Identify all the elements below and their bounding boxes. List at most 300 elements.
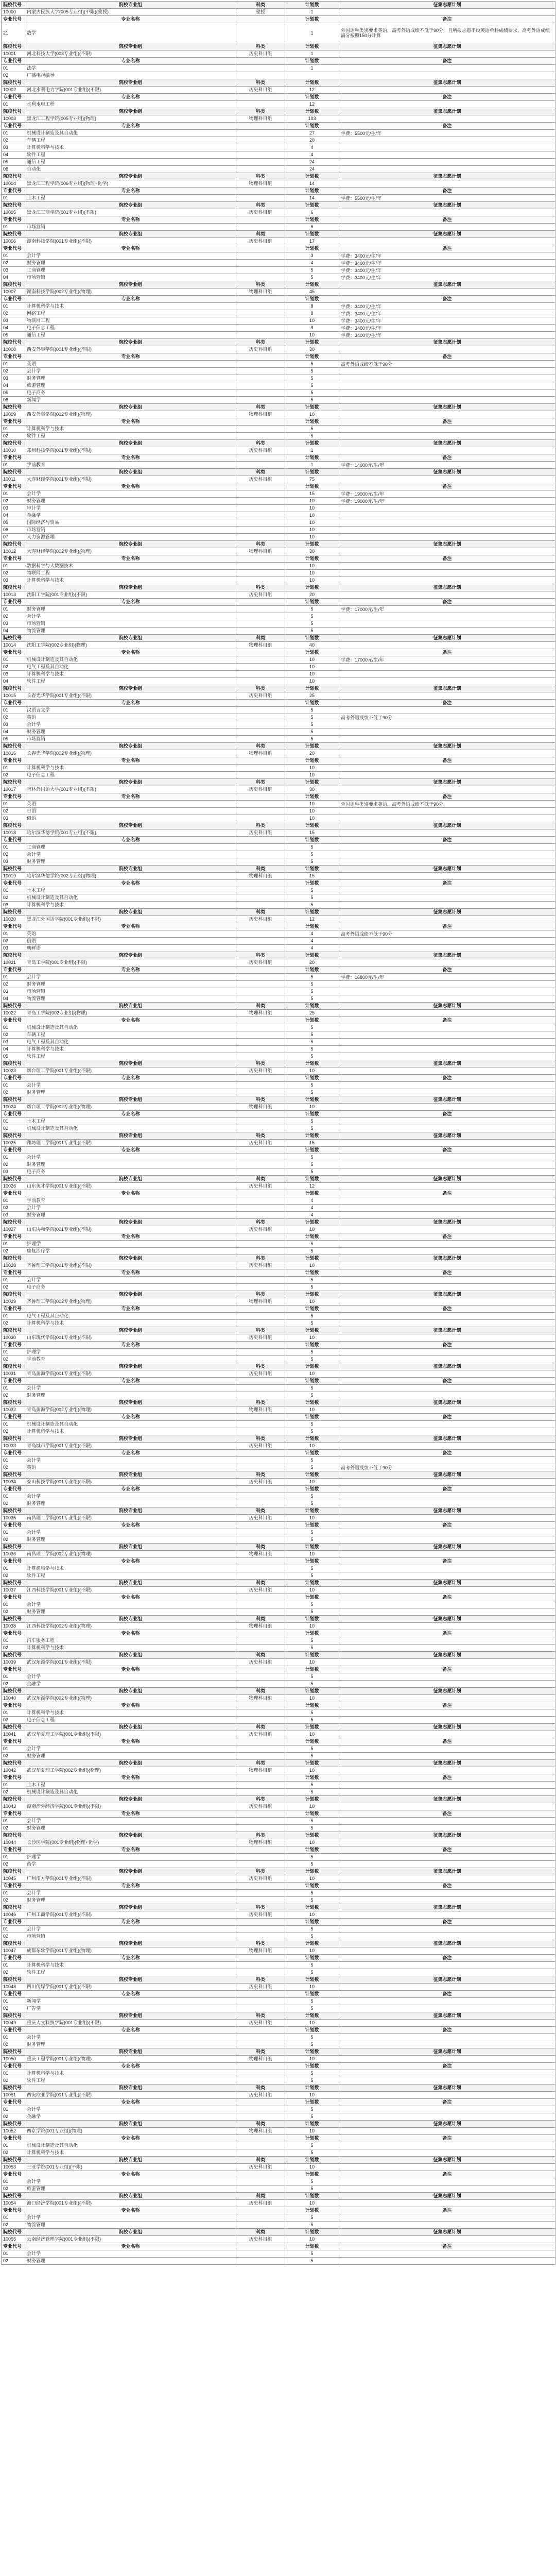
header-major-name: 专业名称 bbox=[25, 2099, 236, 2106]
header-major-name: 专业名称 bbox=[25, 216, 236, 224]
school-plan-count: 1 bbox=[285, 9, 339, 16]
major-empty bbox=[236, 1926, 285, 1933]
header-school-group: 院校专业组 bbox=[25, 2193, 236, 2200]
school-group-name: 齐鲁理工学院(002专业组)(物理) bbox=[25, 1298, 236, 1306]
header-major-plan: 计划数 bbox=[285, 2027, 339, 2034]
header-subject-type: 科类 bbox=[236, 1868, 285, 1875]
major-note bbox=[339, 2106, 555, 2113]
major-name: 旅游管理 bbox=[25, 382, 236, 389]
header-subject-type: 科类 bbox=[236, 1688, 285, 1695]
major-plan-count: 5 bbox=[285, 902, 339, 909]
header-school-code: 院校代号 bbox=[2, 1796, 25, 1803]
major-note bbox=[339, 1212, 555, 1219]
header-supplement-plan: 征集志愿计划 bbox=[339, 1363, 555, 1370]
major-code: 02 bbox=[2, 1969, 25, 1976]
school-remark bbox=[339, 289, 555, 296]
major-plan-count: 5 bbox=[285, 721, 339, 728]
major-plan-count: 5 bbox=[285, 728, 339, 736]
school-remark bbox=[339, 2056, 555, 2063]
major-row bbox=[2, 1031, 555, 1039]
header-school-group: 院校专业组 bbox=[25, 469, 236, 476]
major-empty bbox=[236, 1284, 285, 1291]
header-major-code: 专业代号 bbox=[2, 837, 25, 844]
major-code: 01 bbox=[2, 361, 25, 368]
school-group-name: 内蒙古民族大学(005专业组)(不限)(蒙授) bbox=[25, 9, 236, 16]
header-school-group: 院校专业组 bbox=[25, 202, 236, 209]
school-header-row bbox=[2, 1255, 555, 1262]
header-plan-count: 计划数 bbox=[285, 952, 339, 959]
header-major-name: 专业名称 bbox=[25, 1810, 236, 1818]
major-code: 02 bbox=[2, 981, 25, 988]
school-subject-type: 历史科目组 bbox=[236, 829, 285, 837]
major-empty bbox=[236, 1421, 285, 1428]
school-subject-type: 历史科目组 bbox=[236, 1479, 285, 1486]
major-row bbox=[2, 151, 555, 159]
major-note bbox=[339, 1673, 555, 1681]
header-major-code: 专业代号 bbox=[2, 2171, 25, 2178]
header-notes: 备注 bbox=[339, 2063, 555, 2070]
major-note bbox=[339, 772, 555, 779]
school-code: 10031 bbox=[2, 1370, 25, 1378]
major-code: 02 bbox=[2, 260, 25, 267]
major-note: 学费：3400元/生/年 bbox=[339, 260, 555, 267]
school-remark bbox=[339, 50, 555, 58]
major-plan-count: 5 bbox=[285, 1161, 339, 1168]
major-row bbox=[2, 368, 555, 375]
header-major-code: 专业代号 bbox=[2, 353, 25, 361]
header-supplement-plan: 征集志愿计划 bbox=[339, 1471, 555, 1479]
header-major-code: 专业代号 bbox=[2, 1991, 25, 1998]
header-notes: 备注 bbox=[339, 1738, 555, 1745]
major-row bbox=[2, 772, 555, 779]
header-school-group: 院校专业组 bbox=[25, 1219, 236, 1226]
major-row bbox=[2, 1053, 555, 1060]
school-row bbox=[2, 1370, 555, 1378]
header-major-name: 专业名称 bbox=[25, 1991, 236, 1998]
major-row bbox=[2, 1962, 555, 1969]
school-group-name: 南昌理工学院(002专业组)(物理) bbox=[25, 1551, 236, 1558]
major-name: 车辆工程 bbox=[25, 137, 236, 144]
major-empty bbox=[236, 938, 285, 945]
major-name: 财务管理 bbox=[25, 1536, 236, 1544]
school-subject-type: 历史科目组 bbox=[236, 959, 285, 967]
major-name: 机械设计制造及其自动化 bbox=[25, 894, 236, 902]
school-header-row bbox=[2, 1176, 555, 1183]
major-plan-count: 10 bbox=[285, 519, 339, 527]
major-name: 会计学 bbox=[25, 1385, 236, 1392]
major-name: 俄语 bbox=[25, 815, 236, 822]
header-major-code: 专业代号 bbox=[2, 1269, 25, 1277]
major-plan-count: 5 bbox=[285, 1421, 339, 1428]
major-note bbox=[339, 1039, 555, 1046]
school-header-row bbox=[2, 1688, 555, 1695]
school-row bbox=[2, 873, 555, 880]
major-row bbox=[2, 274, 555, 281]
major-name: 会计学 bbox=[25, 2250, 236, 2258]
header-major-code: 专业代号 bbox=[2, 94, 25, 101]
header-major-code: 专业代号 bbox=[2, 2099, 25, 2106]
major-empty bbox=[236, 1024, 285, 1031]
header-major-name: 专业名称 bbox=[25, 2171, 236, 2178]
major-empty bbox=[236, 765, 285, 772]
major-row bbox=[2, 2142, 555, 2149]
major-empty bbox=[236, 1082, 285, 1089]
header-school-group: 院校专业组 bbox=[25, 1435, 236, 1443]
header-major-code: 专业代号 bbox=[2, 923, 25, 930]
header-major-name: 专业名称 bbox=[25, 649, 236, 656]
plan-table bbox=[1, 1, 555, 2265]
major-row bbox=[2, 397, 555, 404]
major-code: 01 bbox=[2, 656, 25, 664]
header-school-code: 院校代号 bbox=[2, 2084, 25, 2092]
school-code: 10034 bbox=[2, 1479, 25, 1486]
major-empty bbox=[236, 159, 285, 166]
header-school-group: 院校专业组 bbox=[25, 1132, 236, 1140]
header-notes: 备注 bbox=[339, 757, 555, 765]
header-subject-type: 科类 bbox=[236, 1003, 285, 1010]
school-group-name: 重庆工程学院(001专业组)(物理) bbox=[25, 2056, 236, 2063]
school-code: 10022 bbox=[2, 1010, 25, 1017]
major-plan-count: 24 bbox=[285, 159, 339, 166]
major-name: 学前教育 bbox=[25, 1356, 236, 1363]
major-row bbox=[2, 1392, 555, 1399]
major-note bbox=[339, 1601, 555, 1608]
header-major-plan: 计划数 bbox=[285, 2099, 339, 2106]
major-plan-count: 5 bbox=[285, 1818, 339, 1825]
school-subject-type: 物理科目组 bbox=[236, 1695, 285, 1702]
school-row bbox=[2, 829, 555, 837]
header-school-code: 院校代号 bbox=[2, 2157, 25, 2164]
header-major-code: 专业代号 bbox=[2, 1075, 25, 1082]
major-plan-count: 5 bbox=[285, 1031, 339, 1039]
header-school-code: 院校代号 bbox=[2, 2, 25, 9]
major-name: 广告学 bbox=[25, 2005, 236, 2012]
major-plan-count: 10 bbox=[285, 671, 339, 678]
major-empty bbox=[236, 1428, 285, 1435]
header-plan-count: 计划数 bbox=[285, 173, 339, 180]
header-school-code: 院校代号 bbox=[2, 541, 25, 548]
major-name: 机械设计制造及其自动化 bbox=[25, 656, 236, 664]
school-subject-type: 历史科目组 bbox=[236, 1803, 285, 1810]
major-empty bbox=[236, 2106, 285, 2113]
major-name: 会计学 bbox=[25, 1277, 236, 1284]
major-code: 05 bbox=[2, 519, 25, 527]
major-empty bbox=[236, 1500, 285, 1507]
school-group-name: 沈阳工学院(002专业组)(物理) bbox=[25, 642, 236, 649]
major-name: 市场营销 bbox=[25, 988, 236, 995]
school-subject-type: 历史科目组 bbox=[236, 2200, 285, 2207]
header-major-code: 专业代号 bbox=[2, 1738, 25, 1745]
major-note: 高考外语成绩不低于90分 bbox=[339, 1464, 555, 1471]
school-subject-type: 历史科目组 bbox=[236, 1587, 285, 1594]
major-plan-count: 5 bbox=[285, 1745, 339, 1753]
major-row bbox=[2, 490, 555, 498]
header-notes: 备注 bbox=[339, 123, 555, 130]
header-notes: 备注 bbox=[339, 2135, 555, 2142]
major-name: 会计学 bbox=[25, 2106, 236, 2113]
header-major-code: 专业代号 bbox=[2, 1233, 25, 1241]
school-header-row bbox=[2, 1471, 555, 1479]
major-plan-count: 20 bbox=[285, 137, 339, 144]
major-code: 02 bbox=[2, 894, 25, 902]
major-header-row bbox=[2, 1558, 555, 1565]
major-empty bbox=[236, 2222, 285, 2229]
major-name: 金融学 bbox=[25, 2113, 236, 2121]
major-plan-count: 10 bbox=[285, 563, 339, 570]
major-plan-count: 24 bbox=[285, 166, 339, 173]
header-subject-type: 科类 bbox=[236, 281, 285, 289]
header-major-name: 专业名称 bbox=[25, 454, 236, 462]
major-note bbox=[339, 1457, 555, 1464]
major-name: 电子信息工程 bbox=[25, 1717, 236, 1724]
major-code: 02 bbox=[2, 1125, 25, 1132]
school-row bbox=[2, 1262, 555, 1269]
major-name: 计算机科学与技术 bbox=[25, 1709, 236, 1717]
school-row bbox=[2, 87, 555, 94]
major-name: 电子信息工程 bbox=[25, 325, 236, 332]
header-empty bbox=[236, 1666, 285, 1673]
header-major-plan: 计划数 bbox=[285, 555, 339, 563]
header-plan-count: 计划数 bbox=[285, 440, 339, 447]
major-code: 01 bbox=[2, 2106, 25, 2113]
school-code: 10008 bbox=[2, 346, 25, 353]
school-remark bbox=[339, 476, 555, 483]
header-notes: 备注 bbox=[339, 1919, 555, 1926]
major-empty bbox=[236, 1529, 285, 1536]
major-plan-count: 5 bbox=[285, 2005, 339, 2012]
header-supplement-plan: 征集志愿计划 bbox=[339, 281, 555, 289]
school-subject-type: 历史科目组 bbox=[236, 1334, 285, 1342]
school-group-name: 山东现代学院(001专业组)(不限) bbox=[25, 1334, 236, 1342]
school-remark bbox=[339, 1370, 555, 1378]
major-empty bbox=[236, 577, 285, 584]
major-row bbox=[2, 72, 555, 79]
header-plan-count: 计划数 bbox=[285, 1132, 339, 1140]
major-row bbox=[2, 1825, 555, 1832]
major-name: 新闻学 bbox=[25, 397, 236, 404]
major-note bbox=[339, 368, 555, 375]
header-school-group: 院校专业组 bbox=[25, 779, 236, 786]
major-note bbox=[339, 1089, 555, 1096]
major-plan-count: 5 bbox=[285, 1645, 339, 1652]
header-notes: 备注 bbox=[339, 700, 555, 707]
school-subject-type: 历史科目组 bbox=[236, 1443, 285, 1450]
major-row bbox=[2, 606, 555, 613]
major-header-row bbox=[2, 2243, 555, 2250]
major-plan-count: 27 bbox=[285, 130, 339, 137]
major-note bbox=[339, 505, 555, 512]
header-notes: 备注 bbox=[339, 1702, 555, 1709]
header-supplement-plan: 征集志愿计划 bbox=[339, 2012, 555, 2020]
major-row bbox=[2, 1197, 555, 1205]
major-plan-count: 10 bbox=[285, 332, 339, 339]
header-major-plan: 计划数 bbox=[285, 1522, 339, 1529]
header-school-code: 院校代号 bbox=[2, 952, 25, 959]
major-row bbox=[2, 1529, 555, 1536]
header-major-name: 专业名称 bbox=[25, 923, 236, 930]
school-row bbox=[2, 476, 555, 483]
major-row bbox=[2, 2041, 555, 2048]
major-row bbox=[2, 1082, 555, 1089]
major-name: 市场营销 bbox=[25, 736, 236, 743]
school-group-name: 郑州科技学院(001专业组)(不限) bbox=[25, 447, 236, 454]
header-supplement-plan: 征集志愿计划 bbox=[339, 743, 555, 750]
header-school-group: 院校专业组 bbox=[25, 2, 236, 9]
major-note bbox=[339, 1277, 555, 1284]
header-major-plan: 计划数 bbox=[285, 216, 339, 224]
header-empty bbox=[236, 1738, 285, 1745]
major-row bbox=[2, 2250, 555, 2258]
major-note bbox=[339, 1320, 555, 1327]
header-plan-count: 计划数 bbox=[285, 743, 339, 750]
school-subject-type: 历史科目组 bbox=[236, 1731, 285, 1738]
major-name: 会计学 bbox=[25, 613, 236, 620]
header-empty bbox=[236, 757, 285, 765]
header-plan-count: 计划数 bbox=[285, 1003, 339, 1010]
header-plan-count: 计划数 bbox=[285, 231, 339, 238]
major-empty bbox=[236, 2034, 285, 2041]
major-empty bbox=[236, 1753, 285, 1760]
major-plan-count: 5 bbox=[285, 433, 339, 440]
header-major-code: 专业代号 bbox=[2, 188, 25, 195]
school-subject-type: 历史科目组 bbox=[236, 476, 285, 483]
major-name: 俄语 bbox=[25, 938, 236, 945]
major-name: 土木工程 bbox=[25, 887, 236, 894]
school-remark bbox=[339, 786, 555, 793]
header-plan-count: 计划数 bbox=[285, 2048, 339, 2056]
major-note bbox=[339, 1637, 555, 1645]
major-code: 02 bbox=[2, 1205, 25, 1212]
major-header-row bbox=[2, 1774, 555, 1782]
major-row bbox=[2, 1349, 555, 1356]
major-name: 审计学 bbox=[25, 505, 236, 512]
header-major-plan: 计划数 bbox=[285, 757, 339, 765]
header-empty bbox=[236, 1450, 285, 1457]
major-code: 05 bbox=[2, 332, 25, 339]
major-empty bbox=[236, 361, 285, 368]
school-subject-type: 历史科目组 bbox=[236, 1984, 285, 1991]
school-remark bbox=[339, 1984, 555, 1991]
school-subject-type: 蒙授 bbox=[236, 9, 285, 16]
major-empty bbox=[236, 1825, 285, 1832]
school-code: 10013 bbox=[2, 591, 25, 599]
school-header-row bbox=[2, 1868, 555, 1875]
major-row bbox=[2, 2034, 555, 2041]
major-row bbox=[2, 930, 555, 938]
major-empty bbox=[236, 1241, 285, 1248]
school-code: 10019 bbox=[2, 873, 25, 880]
header-notes: 备注 bbox=[339, 245, 555, 252]
school-header-row bbox=[2, 231, 555, 238]
header-major-plan: 计划数 bbox=[285, 1306, 339, 1313]
major-empty bbox=[236, 498, 285, 505]
major-code: 03 bbox=[2, 721, 25, 728]
header-plan-count: 计划数 bbox=[285, 1652, 339, 1659]
school-header-row bbox=[2, 743, 555, 750]
header-notes: 备注 bbox=[339, 418, 555, 426]
major-code: 01 bbox=[2, 1421, 25, 1428]
major-plan-count: 5 bbox=[285, 1926, 339, 1933]
header-empty bbox=[236, 216, 285, 224]
school-remark bbox=[339, 1140, 555, 1147]
major-plan-count: 10 bbox=[285, 317, 339, 325]
major-empty bbox=[236, 1205, 285, 1212]
major-code: 01 bbox=[2, 195, 25, 202]
header-empty bbox=[236, 1147, 285, 1154]
major-note bbox=[339, 728, 555, 736]
header-school-group: 院校专业组 bbox=[25, 1580, 236, 1587]
header-notes: 备注 bbox=[339, 1378, 555, 1385]
major-name: 会计学 bbox=[25, 1154, 236, 1161]
header-school-code: 院校代号 bbox=[2, 339, 25, 346]
major-code: 01 bbox=[2, 801, 25, 808]
header-plan-count: 计划数 bbox=[285, 635, 339, 642]
header-major-name: 专业名称 bbox=[25, 1594, 236, 1601]
major-header-row bbox=[2, 1846, 555, 1854]
major-name: 计算机科学与技术 bbox=[25, 1962, 236, 1969]
major-row bbox=[2, 1421, 555, 1428]
major-empty bbox=[236, 527, 285, 534]
header-school-code: 院校代号 bbox=[2, 43, 25, 50]
school-group-name: 大连财经学院(002专业组)(物理) bbox=[25, 548, 236, 555]
major-empty bbox=[236, 887, 285, 894]
school-plan-count: 10 bbox=[285, 1587, 339, 1594]
school-group-name: 武汉东湖学院(002专业组)(物理) bbox=[25, 1695, 236, 1702]
major-name: 会计学 bbox=[25, 490, 236, 498]
major-name: 财务管理 bbox=[25, 981, 236, 988]
major-name: 软件工程 bbox=[25, 678, 236, 685]
header-plan-count: 计划数 bbox=[285, 584, 339, 591]
header-empty bbox=[236, 1558, 285, 1565]
major-empty bbox=[236, 512, 285, 519]
header-major-name: 专业名称 bbox=[25, 1414, 236, 1421]
major-empty bbox=[236, 2142, 285, 2149]
header-major-name: 专业名称 bbox=[25, 793, 236, 801]
major-row bbox=[2, 1284, 555, 1291]
major-plan-count: 5 bbox=[285, 375, 339, 382]
major-note bbox=[339, 664, 555, 671]
header-major-plan: 计划数 bbox=[285, 1190, 339, 1197]
major-name: 英语 bbox=[25, 361, 236, 368]
school-code: 10003 bbox=[2, 115, 25, 123]
school-group-name: 青岛工学院(001专业组)(不限) bbox=[25, 959, 236, 967]
school-subject-type: 历史科目组 bbox=[236, 1370, 285, 1378]
major-plan-count: 5 bbox=[285, 1529, 339, 1536]
header-major-plan: 计划数 bbox=[285, 2135, 339, 2142]
header-school-group: 院校专业组 bbox=[25, 281, 236, 289]
major-row bbox=[2, 1717, 555, 1724]
header-supplement-plan: 征集志愿计划 bbox=[339, 584, 555, 591]
school-row bbox=[2, 1334, 555, 1342]
major-empty bbox=[236, 274, 285, 281]
school-header-row bbox=[2, 1003, 555, 1010]
major-name: 财务管理 bbox=[25, 728, 236, 736]
major-name: 旅游管理 bbox=[25, 2185, 236, 2193]
major-code: 02 bbox=[2, 2077, 25, 2084]
major-name: 英语 bbox=[25, 930, 236, 938]
school-row bbox=[2, 209, 555, 216]
header-notes: 备注 bbox=[339, 2243, 555, 2250]
major-empty bbox=[236, 1089, 285, 1096]
header-subject-type: 科类 bbox=[236, 635, 285, 642]
major-name: 计算机科学与技术 bbox=[25, 765, 236, 772]
major-empty bbox=[236, 1356, 285, 1363]
major-name: 软件工程 bbox=[25, 1053, 236, 1060]
header-school-code: 院校代号 bbox=[2, 685, 25, 692]
major-row bbox=[2, 1154, 555, 1161]
major-name: 康复治疗学 bbox=[25, 1248, 236, 1255]
major-note bbox=[339, 988, 555, 995]
